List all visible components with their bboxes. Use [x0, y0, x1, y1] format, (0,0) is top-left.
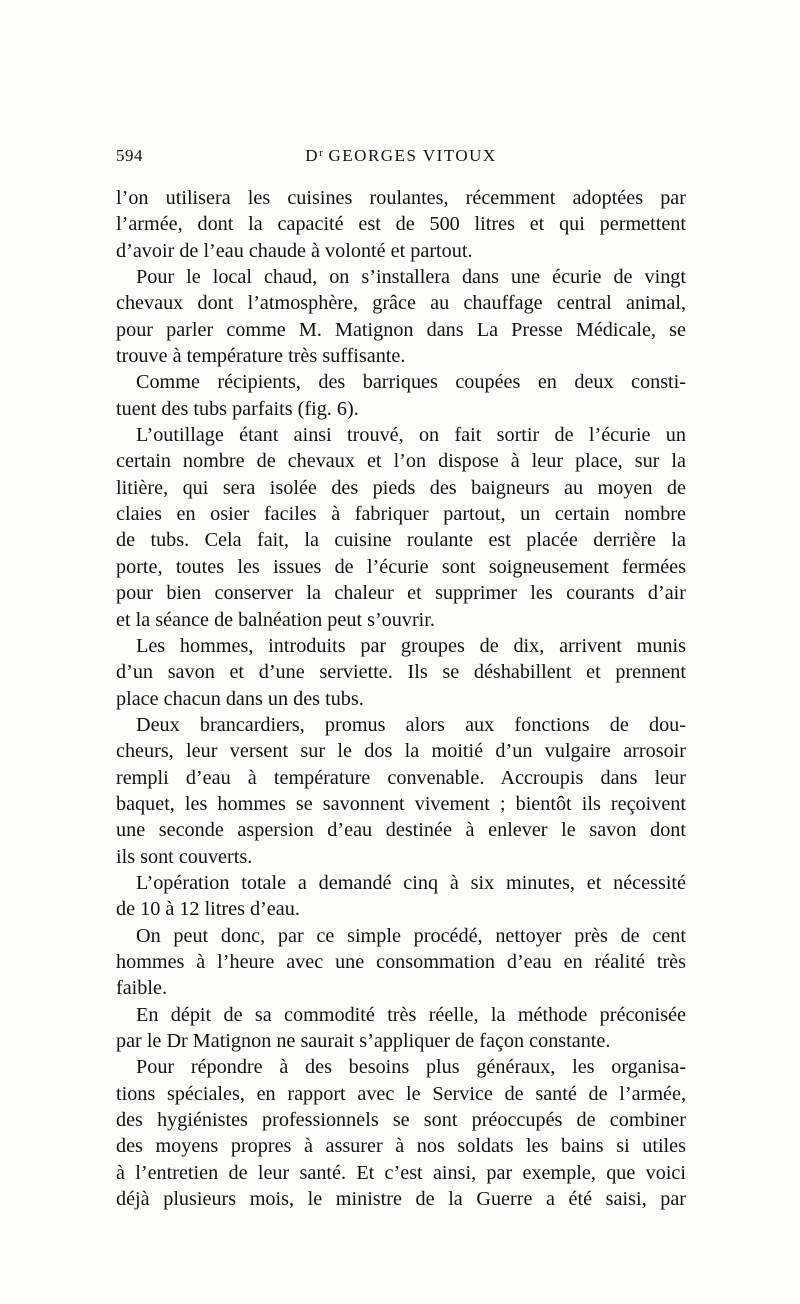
- text-line: pour bien conserver la chaleur et supprimer les courants d’air: [116, 582, 686, 605]
- text-line: hommes à l’heure avec une consommation d’eau en réalité très: [116, 950, 686, 973]
- text-line: à l’entretien de leur santé. Et c’est ainsi, par exemple, que voici: [116, 1161, 686, 1184]
- text-line: L’opération totale a demandé cinq à six minutes, et nécessité: [136, 871, 686, 894]
- text-line: trouve à température très suffisante.: [116, 345, 406, 368]
- text-line: tuent des tubs parfaits (fig. 6).: [116, 397, 359, 420]
- text-line: Pour le local chaud, on s’installera dans une écurie de vingt: [136, 266, 686, 289]
- text-line: ils sont couverts.: [116, 845, 253, 868]
- running-head-superscript: r: [319, 147, 323, 159]
- text-line: de 10 à 12 litres d’eau.: [116, 898, 300, 921]
- text-line: On peut donc, par ce simple procédé, nettoyer près de cent: [136, 924, 686, 947]
- text-line: cheurs, leur versent sur le dos la moitié d’un vulgaire arrosoir: [116, 740, 686, 763]
- text-line: d’un savon et d’une serviette. Ils se déshabillent et prennent: [116, 661, 686, 684]
- text-line: litière, qui sera isolée des pieds des baigneurs au moyen de: [116, 476, 686, 499]
- text-line: l’armée, dont la capacité est de 500 litres et qui permettent: [116, 213, 686, 236]
- text-line: une seconde aspersion d’eau destinée à enlever le savon dont: [116, 819, 686, 842]
- text-line: d’avoir de l’eau chaude à volonté et partout.: [116, 239, 473, 262]
- text-line: certain nombre de chevaux et l’on dispose à leur place, sur la: [116, 450, 686, 473]
- text-line: chevaux dont l’atmosphère, grâce au chauffage central animal,: [116, 292, 686, 315]
- body-text: [116, 185, 686, 1212]
- text-line: En dépit de sa commodité très réelle, la méthode préconisée: [136, 1003, 686, 1026]
- text-line: L’outillage étant ainsi trouvé, on fait sortir de l’écurie un: [136, 424, 686, 447]
- page-number: 594: [116, 146, 143, 165]
- text-line: de tubs. Cela fait, la cuisine roulante est placée derrière la: [116, 529, 686, 552]
- running-head: [116, 146, 686, 166]
- page-header: [116, 146, 686, 170]
- text-line: claies en osier faciles à fabriquer partout, un certain nombre: [116, 503, 686, 526]
- text-line: baquet, les hommes se savonnent vivement ; bientôt ils reçoivent: [116, 792, 686, 815]
- text-line: pour parler comme M. Matignon dans La Presse Médicale, se: [116, 318, 686, 341]
- text-line: tions spéciales, en rapport avec le Service de santé de l’armée,: [116, 1082, 686, 1105]
- text-line: des moyens propres à assurer à nos soldats les bains si utiles: [116, 1135, 686, 1158]
- text-line: Comme récipients, des barriques coupées en deux consti-: [136, 371, 686, 394]
- text-line: Deux brancardiers, promus alors aux fonctions de dou-: [136, 713, 686, 736]
- running-head-author: GEORGES VITOUX: [322, 146, 497, 165]
- text-line: déjà plusieurs mois, le ministre de la Guerre a été saisi, par: [116, 1188, 686, 1211]
- text-line: faible.: [116, 977, 168, 1000]
- text-line: porte, toutes les issues de l’écurie sont soigneusement fermées: [116, 555, 686, 578]
- text-line: des hygiénistes professionnels se sont préoccupés de combiner: [116, 1109, 686, 1132]
- text-line: place chacun dans un des tubs.: [116, 687, 364, 710]
- text-line: rempli d’eau à température convenable. Accroupis dans leur: [116, 766, 686, 789]
- text-line: Les hommes, introduits par groupes de dix, arrivent munis: [136, 634, 686, 657]
- text-line: et la séance de balnéation peut s’ouvrir.: [116, 608, 435, 631]
- running-head-prefix: D: [305, 146, 320, 165]
- text-line: par le Dr Matignon ne saurait s’appliquer de façon constante.: [116, 1030, 611, 1052]
- text-line: l’on utilisera les cuisines roulantes, récemment adoptées par: [116, 187, 686, 209]
- text-line: Pour répondre à des besoins plus généraux, les organisa-: [136, 1056, 686, 1079]
